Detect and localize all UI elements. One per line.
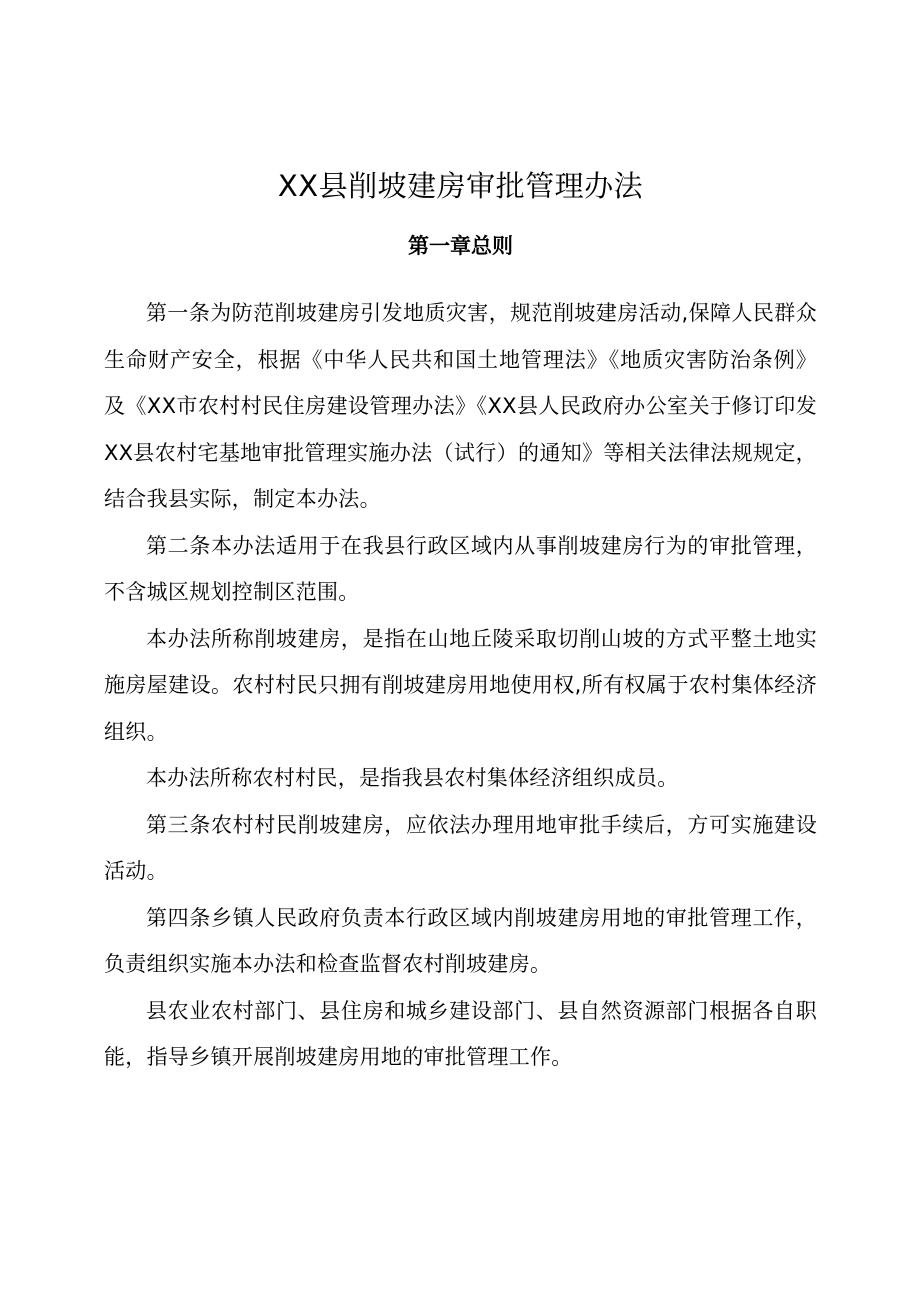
department-duties-paragraph: 县农业农村部门、县住房和城乡建设部门、县自然资源部门根据各自职能，指导乡镇开展削坡建房用地的审批管理工作。 (104, 998, 817, 1069)
document-title: XX县削坡建房审批管理办法 (277, 169, 644, 203)
definition-slope-cutting-paragraph: 本办法所称削坡建房，是指在山地丘陵采取切削山坡的方式平整土地实施房屋建设。农村村民只拥有削坡建房用地使用权,所有权属于农村集体经济组织。 (104, 626, 817, 744)
chapter-heading: 第一章总则 (408, 234, 513, 258)
definition-villager-paragraph: 本办法所称农村村民，是指我县农村集体经济组织成员。 (146, 766, 679, 790)
article-2-paragraph: 第二条本办法适用于在我县行政区域内从事削坡建房行为的审批管理，不含城区规划控制区范围。 (104, 533, 817, 604)
article-list (104, 290, 817, 1081)
article-1-paragraph: 第一条为防范削坡建房引发地质灾害，规范削坡建房活动,保障人民群众生命财产安全，根据《中华人民共和国土地管理法》《地质灾害防治条例》及《XX市农村村民住房建设管理办法》《XX县人民政府办公室关于修订印发XX县农村宅基地审批管理实施办法（试行）的通知》等相关法律法规规定，结合我县实际，制定本办法。 (104, 301, 817, 511)
article-3-paragraph: 第三条农村村民削坡建房，应依法办理用地审批手续后，方可实施建设活动。 (104, 812, 817, 883)
article-4-paragraph: 第四条乡镇人民政府负责本行政区域内削坡建房用地的审批管理工作，负责组织实施本办法和检查监督农村削坡建房。 (104, 905, 817, 976)
